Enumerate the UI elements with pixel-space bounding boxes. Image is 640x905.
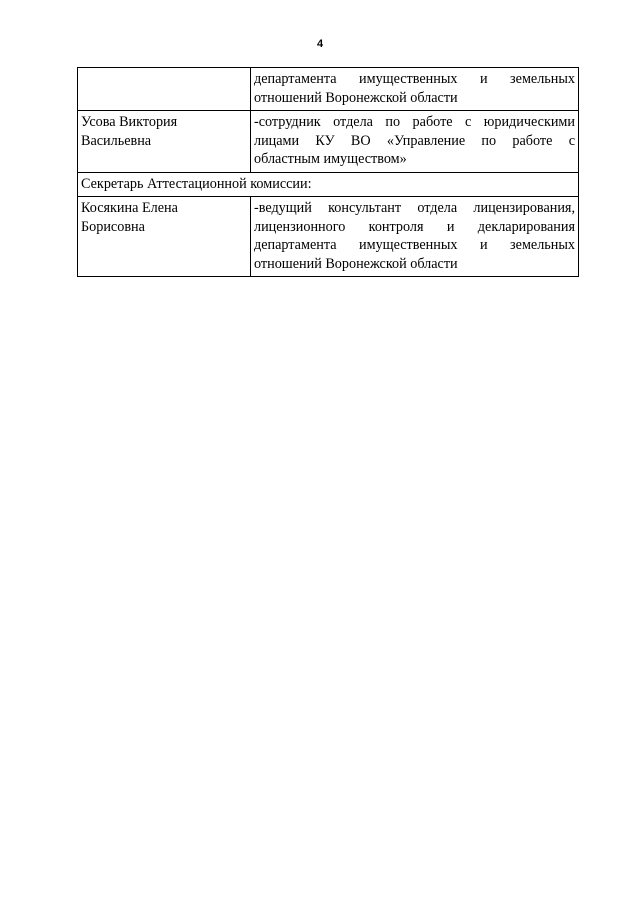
member-position-cell (251, 197, 579, 277)
member-position-cell (251, 68, 579, 111)
position-line: отношений Воронежской области (254, 89, 458, 106)
position-line: департамента имущественных и земельных (254, 71, 575, 87)
position-line: -ведущий консультант отдела лицензирования, (254, 200, 575, 216)
member-position-cell (251, 111, 579, 173)
table-row (78, 68, 579, 111)
member-name-cell (78, 111, 251, 173)
member-name-line: Васильевна (81, 132, 152, 149)
table-row (78, 197, 579, 277)
member-name-line: Усова Виктория (81, 114, 178, 130)
table-row (78, 111, 579, 173)
members-table (77, 67, 579, 277)
position-line: -сотрудник отдела по работе с юридическими (254, 114, 575, 130)
member-name-cell (78, 197, 251, 277)
table-row (78, 172, 579, 197)
position-line: лицензионного контроля и декларирования (254, 218, 575, 235)
position-line: областным имуществом» (254, 151, 407, 167)
member-name-cell (78, 68, 251, 111)
member-name-line: Косякина Елена (81, 200, 178, 216)
page-number: 4 (316, 38, 324, 50)
position-line: лицами КУ ВО «Управление по работе с (254, 132, 575, 149)
position-line: отношений Воронежской области (254, 255, 458, 272)
member-name-line: Борисовна (81, 218, 145, 235)
position-line: департамента имущественных и земельных (254, 237, 575, 253)
section-heading: Секретарь Аттестационной комиссии: (78, 172, 579, 197)
